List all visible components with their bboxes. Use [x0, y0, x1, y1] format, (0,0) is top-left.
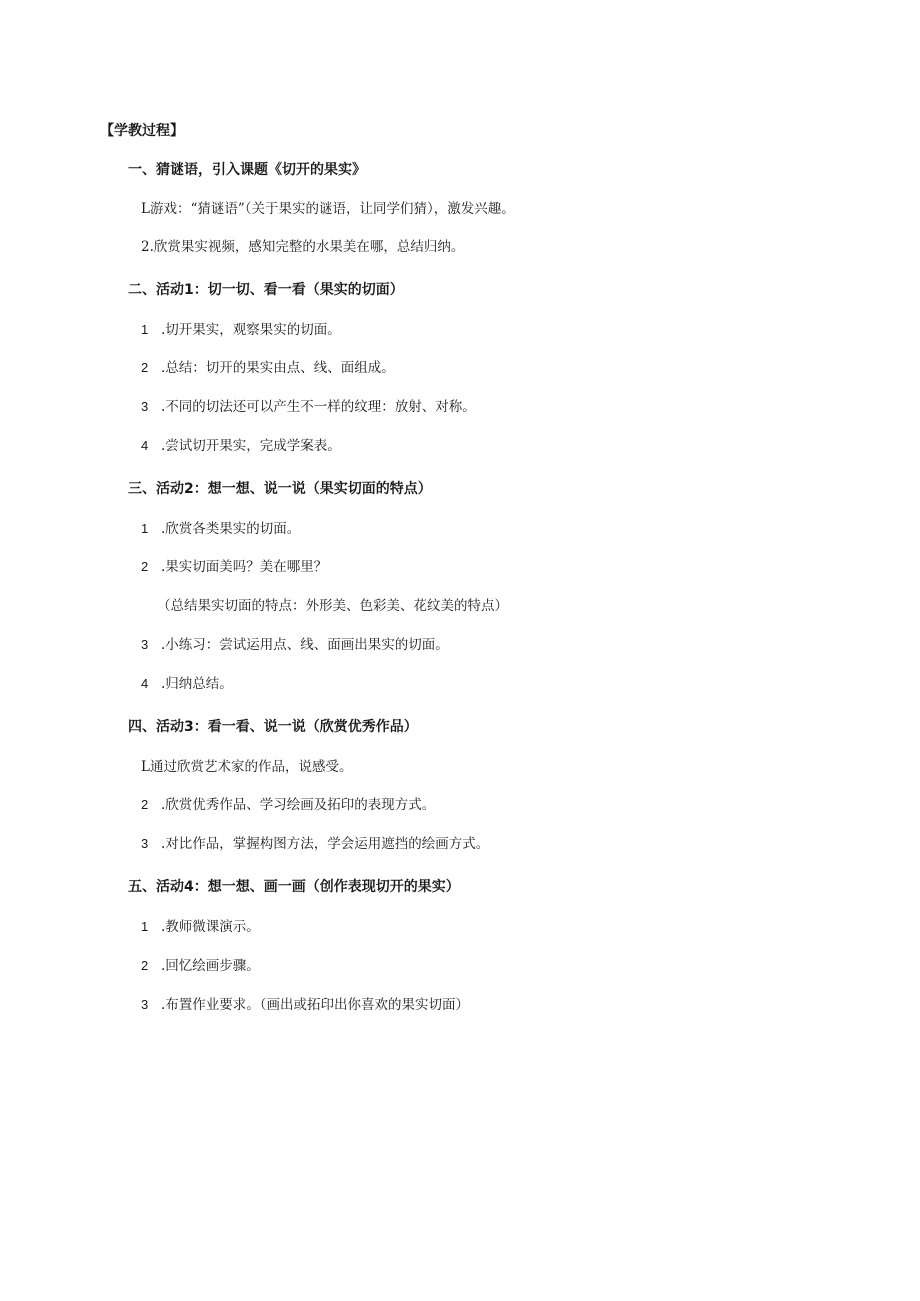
- list-item: [141, 918, 260, 936]
- item-number: 2: [141, 559, 149, 574]
- list-item: [141, 238, 464, 256]
- list-item: [141, 758, 352, 776]
- item-text: .切开果实，观察果实的切面。: [161, 322, 341, 338]
- list-item: [141, 520, 300, 538]
- item-text: .教师微课演示。: [161, 919, 260, 935]
- item-number: 1: [141, 322, 149, 337]
- section-title: 【学教过程】: [100, 123, 184, 139]
- item-text: .欣赏各类果实的切面。: [161, 521, 301, 537]
- list-item: [141, 835, 489, 853]
- list-item: [141, 359, 395, 377]
- part-heading: 一、猜谜语，引入课题《切开的果实》: [128, 162, 366, 178]
- item-text: .回忆绘画步骤。: [161, 958, 260, 974]
- item-text: .不同的切法还可以产生不一样的纹理：放射、对称。: [161, 399, 476, 415]
- list-item: [141, 200, 515, 218]
- item-text: .果实切面美吗？美在哪里？: [161, 559, 328, 575]
- item-number: 1: [141, 919, 149, 934]
- item-text: .对比作品，掌握构图方法，学会运用遮挡的绘画方式。: [161, 836, 490, 852]
- item-text: .总结：切开的果实由点、线、面组成。: [161, 360, 395, 376]
- list-item: [141, 957, 260, 975]
- list-item: [141, 558, 327, 576]
- part-heading: 五、活动4：想一想、画一画（创作表现切开的果实）: [128, 879, 460, 895]
- list-item: [141, 636, 449, 654]
- list-item-note: [157, 597, 508, 615]
- item-number: 4: [141, 676, 149, 691]
- list-item: [141, 675, 233, 693]
- item-text: .欣赏优秀作品、学习绘画及拓印的表现方式。: [161, 797, 436, 813]
- item-text: .尝试切开果实，完成学案表。: [161, 438, 341, 454]
- item-text: .归纳总结。: [161, 676, 233, 692]
- item-number: 2: [141, 360, 149, 375]
- list-item: [141, 321, 341, 339]
- list-item: [141, 398, 476, 416]
- part-heading: 四、活动3：看一看、说一说（欣赏优秀作品）: [128, 719, 418, 735]
- part-heading: 三、活动2：想一想、说一说（果实切面的特点）: [128, 481, 432, 497]
- list-item: [141, 796, 435, 814]
- part-heading: 二、活动1：切一切、看一看（果实的切面）: [128, 282, 404, 298]
- item-number: 1: [141, 521, 149, 536]
- item-text: L游戏：“猜谜语”（关于果实的谜语，让同学们猜），激发兴趣。: [141, 201, 515, 217]
- item-number: 3: [141, 836, 149, 851]
- item-number: 2: [141, 797, 149, 812]
- item-number: 3: [141, 997, 149, 1012]
- list-item: [141, 437, 341, 455]
- item-number: 4: [141, 438, 149, 453]
- item-number: 2: [141, 958, 149, 973]
- item-number: 3: [141, 399, 149, 414]
- item-number: 3: [141, 637, 149, 652]
- item-text: 2.欣赏果实视频，感知完整的水果美在哪，总结归纳。: [141, 239, 465, 255]
- item-text: （总结果实切面的特点：外形美、色彩美、花纹美的特点）: [157, 598, 508, 614]
- item-text: .布置作业要求。（画出或拓印出你喜欢的果实切面）: [161, 997, 470, 1013]
- list-item: [141, 996, 469, 1014]
- item-text: L通过欣赏艺术家的作品，说感受。: [141, 759, 353, 775]
- item-text: .小练习：尝试运用点、线、面画出果实的切面。: [161, 637, 449, 653]
